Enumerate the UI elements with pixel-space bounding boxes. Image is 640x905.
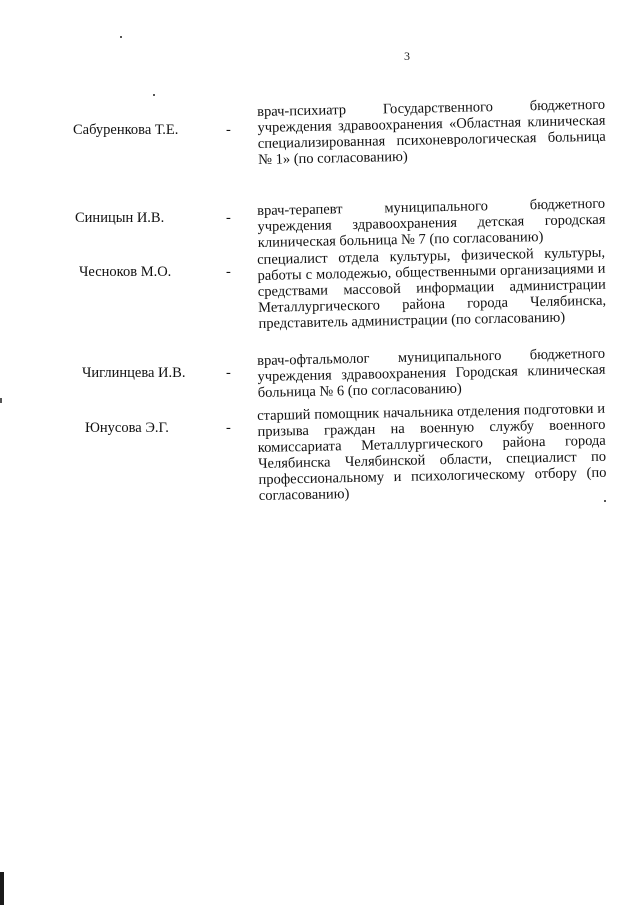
member-name: Юнусова Э.Г. [85,420,169,436]
dash: - [226,420,231,436]
scan-edge-mark [0,872,4,905]
scan-mark-tick [604,500,606,502]
member-description: старший помощник начальника отделения подготовки и призыва граждан на военную службу военного комиссариата Металлургического района города Челябинска Челябинской области, специалист по профессиональному и психологическому отбору (по согласованию) [257,400,607,504]
member-name: Чесноков М.О. [79,264,172,280]
scan-mark-dot [153,94,155,96]
member-name: Сабуренкова Т.Е. [73,122,179,138]
member-name: Чиглинцева И.В. [82,365,186,381]
member-name: Синицын И.В. [75,210,165,226]
member-description: врач-терапевт муниципального бюджетного учреждения здравоохранения детская городская клиническая больница № 7 (по согласованию) [257,195,606,251]
page-number: 3 [404,49,410,63]
scan-mark-dot [120,36,122,38]
dash: - [226,264,231,280]
dash: - [226,122,231,138]
dash: - [226,210,231,226]
member-description: врач-психиатр Государственного бюджетного учреждения здравоохранения «Областная клиническая специализированная психоневрологическая больница № 1» (по согласованию) [257,96,606,168]
dash: - [226,365,231,381]
scan-mark-tick [0,398,2,403]
member-description: врач-офтальмолог муниципального бюджетного учреждения здравоохранения Городская клиническая больница № 6 (по согласованию) [257,345,606,401]
member-description: специалист отдела культуры, физической культуры, работы с молодежью, общественными организациями и средствами массовой информации администрации Металлургического района города Челябинска, представитель администрации (по согласованию) [257,244,607,332]
